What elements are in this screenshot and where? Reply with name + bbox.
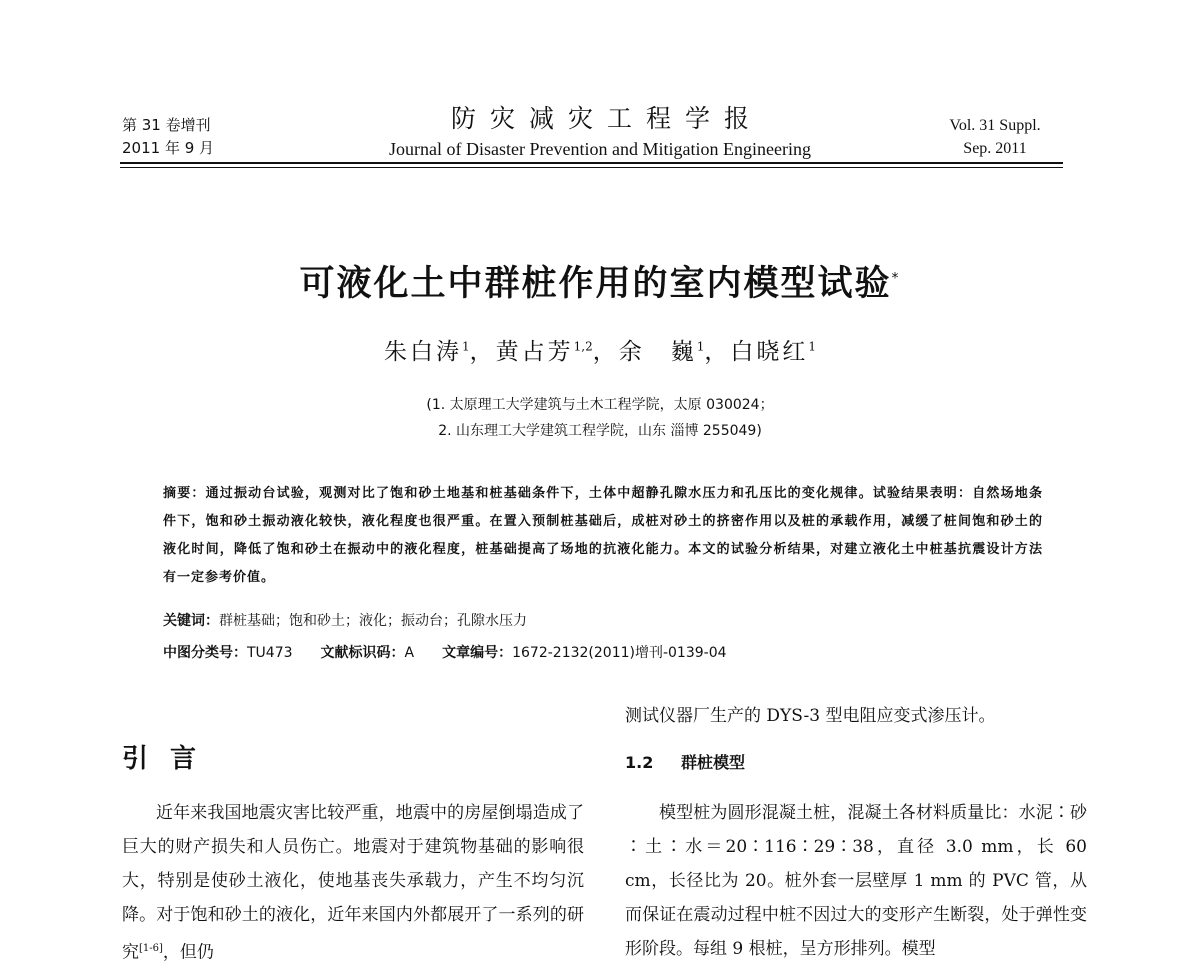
- journal-volume-info: [122, 114, 214, 160]
- article-number-label: 文章编号：: [442, 645, 513, 661]
- volume-en: Vol. 31 Suppl.: [949, 117, 1041, 134]
- continued-text: 测试仪器厂生产的 DYS-3 型电阻应变式渗压计。: [625, 706, 996, 726]
- header-rule-thin: [120, 167, 1063, 168]
- paper-title: [100, 256, 1100, 306]
- abstract: [163, 480, 1043, 592]
- citation: [1-6]: [139, 943, 163, 954]
- pile-model-text: 模型桩为圆形混凝土桩，混凝土各材料质量比：水泥∶砂∶土∶水＝20∶116∶29∶38，直径 3.0 mm，长 60 cm，长径比为 20。桩外套一层壁厚 1 mm 的 PVC 管，从而保证在震动过程中桩不因过大的变形产生断裂，处于弹性变形阶段。每组 9 根桩，呈方形排列。模型: [625, 803, 1087, 959]
- abstract-text: 通过振动台试验，观测对比了饱和砂土地基和桩基础条件下，土体中超静孔隙水压力和孔压比的变化规律。试验结果表明：自然场地条件下，饱和砂土振动液化较快，液化程度也很严重。在置入预制桩基础后，成桩对砂土的挤密作用以及桩的承载作用，减缓了桩间饱和砂土的液化时间，降低了饱和砂土在振动中的液化程度，桩基础提高了场地的抗液化能力。本文的试验分析结果，对建立液化土中桩基抗震设计方法有一定参考价值。: [163, 486, 1043, 585]
- section-heading-intro: 引言: [122, 744, 219, 774]
- author: 黄占芳: [495, 339, 574, 365]
- keywords-label: 关键词：: [163, 613, 219, 629]
- pile-model-paragraph: [625, 796, 1087, 966]
- author-affiliation-mark: 1: [461, 339, 470, 354]
- intro-text: 近年来我国地震灾害比较严重，地震中的房屋倒塌造成了巨大的财产损失和人员伤亡。地震对于建筑物基础的影响很大，特别是使砂土液化，使地基丧失承载力，产生不均匀沉降。对于饱和砂土的液化，近年来国内外都展开了一系列的研究: [122, 803, 584, 963]
- author-list: 朱白涛$^1$，黄占芳$^{1,2}$，余 巍$^1$，白晓红$^1$: [383, 339, 816, 365]
- date-cn: 2011 年 9 月: [122, 139, 215, 157]
- abstract-label: 摘要：: [163, 486, 206, 501]
- author: 白晓红: [730, 339, 809, 365]
- author-affiliation-mark: 1: [696, 339, 705, 354]
- section-heading-1-2: [625, 750, 745, 773]
- paper-title-text: 可液化土中群桩作用的室内模型试验: [299, 264, 892, 304]
- clc-value: TU473: [247, 645, 293, 661]
- affiliation-line: (1. 太原理工大学建筑与土木工程学院，太原 030024；: [426, 397, 774, 413]
- journal-title-en: Journal of Disaster Prevention and Mitigation Engineering: [389, 139, 811, 159]
- header-rule-thick: [120, 162, 1063, 164]
- volume-cn: 第 31 卷增刊: [122, 116, 211, 134]
- title-footnote-mark: *: [891, 270, 901, 287]
- article-number-value: 1672-2132(2011)增刊-0139-04: [512, 645, 727, 661]
- doc-code-label: 文献标识码：: [320, 645, 405, 661]
- doc-code-value: A: [404, 645, 415, 661]
- journal-title-cn: 防灾减灾工程学报: [450, 104, 763, 133]
- journal-volume-info-en: [930, 114, 1060, 160]
- clc-label: 中图分类号：: [163, 645, 247, 661]
- author-affiliation-mark: 1,2: [573, 339, 593, 354]
- affiliations: [100, 392, 1100, 444]
- affiliation-line: 2. 山东理工大学建筑工程学院，山东 淄博 255049): [438, 423, 762, 439]
- keywords: [163, 608, 1043, 634]
- author: 朱白涛: [383, 339, 462, 365]
- intro-paragraph: [122, 796, 584, 970]
- section-title: 群桩模型: [681, 753, 746, 772]
- section-number: 1.2: [625, 753, 654, 772]
- intro-text-cont: ，但仍: [162, 942, 214, 963]
- keywords-text: 群桩基础；饱和砂土；液化；振动台；孔隙水压力: [219, 613, 527, 629]
- author: 余 巍: [618, 339, 697, 365]
- classification-line: [163, 640, 1043, 666]
- date-en: Sep. 2011: [963, 140, 1027, 157]
- journal-title-block: [300, 104, 900, 162]
- author-affiliation-mark: 1: [808, 339, 816, 354]
